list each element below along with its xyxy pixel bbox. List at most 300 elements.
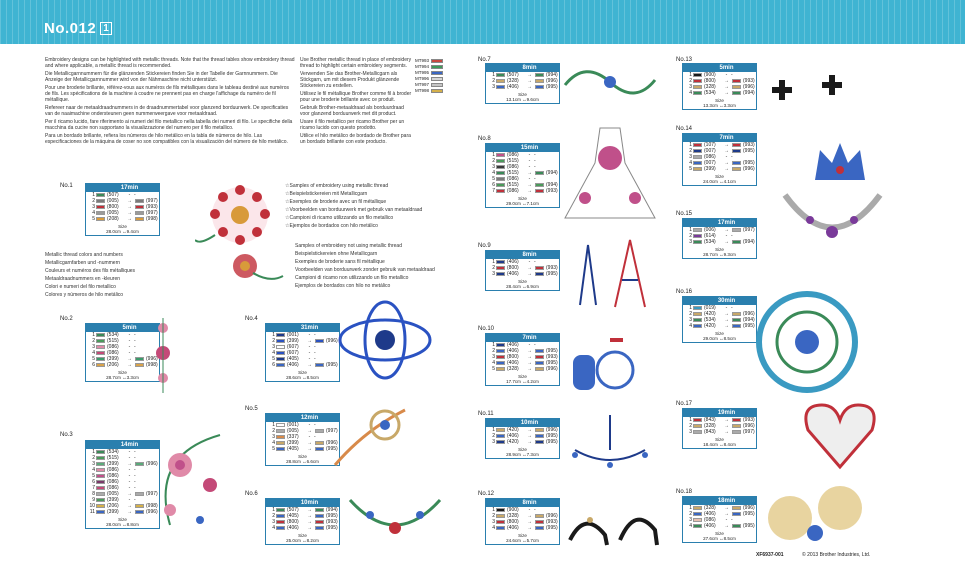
metallic-code: -	[134, 473, 136, 479]
thread-swatch	[496, 171, 505, 175]
metallic-code: (995)	[326, 446, 338, 452]
paragraph: ☆Campioni di ricamo utilizzando un filo metallico	[285, 215, 394, 221]
metallic-code: (996)	[546, 366, 558, 372]
flower-embroidery-no1-plain	[225, 248, 285, 288]
thread-swatch	[496, 260, 505, 264]
metallic-code: (995)	[546, 271, 558, 277]
arrow: →	[724, 227, 729, 233]
design-label: No.11	[478, 411, 494, 417]
mandala-no16	[750, 285, 865, 400]
paragraph: ☆Exemples de broderie avec un fil métallique	[285, 199, 387, 205]
size-block	[486, 374, 559, 384]
thread-code: (515)	[107, 455, 119, 461]
thread-code: (406)	[507, 342, 519, 348]
thread-index: 4	[689, 323, 692, 329]
thread-index: 2	[272, 428, 275, 434]
thread-index: 4	[689, 90, 692, 96]
metallic-code: (994)	[546, 182, 558, 188]
metallic-code: -	[314, 356, 316, 362]
thread-row	[486, 439, 559, 445]
stitch-time: 14min	[86, 441, 159, 449]
thread-code: (406)	[507, 360, 519, 366]
thread-index: 1	[92, 332, 95, 338]
arrow: -	[528, 152, 531, 158]
thread-swatch	[496, 508, 505, 512]
heart-garland-no6	[345, 490, 445, 545]
thread-table	[85, 183, 160, 236]
thread-index: 3	[689, 239, 692, 245]
thread-swatch	[496, 428, 505, 432]
thread-swatch	[276, 520, 285, 524]
metallic-code: (998)	[146, 216, 158, 222]
metallic-swatch	[135, 199, 144, 203]
thread-index: 3	[492, 271, 495, 277]
thread-code: (005)	[107, 198, 119, 204]
metallic-code: (995)	[546, 348, 558, 354]
thread-index: 2	[689, 148, 692, 154]
thread-swatch	[96, 339, 105, 343]
metallic-swatch	[535, 349, 544, 353]
arrow: →	[527, 188, 532, 194]
thread-swatch	[496, 526, 505, 530]
thread-code: (005)	[287, 428, 299, 434]
product-code: XF6937-001	[756, 552, 784, 558]
thread-swatch	[693, 73, 702, 77]
thread-swatch	[693, 143, 702, 147]
size-block	[486, 279, 559, 289]
arrow: →	[307, 428, 312, 434]
metallic-code: (993)	[326, 519, 338, 525]
arrow: →	[527, 439, 532, 445]
arrow: →	[724, 78, 729, 84]
thread-swatch	[276, 526, 285, 530]
arrow: →	[724, 90, 729, 96]
metallic-code: -	[731, 233, 733, 239]
metallic-swatch	[732, 228, 741, 232]
high-heels-no12	[565, 490, 660, 550]
thread-index: 2	[272, 513, 275, 519]
thread-index: 4	[92, 350, 95, 356]
thread-swatch	[693, 518, 702, 522]
maltese-crosses-no13	[762, 75, 852, 115]
arrow: -	[128, 332, 131, 338]
thread-index: 2	[492, 265, 495, 271]
metallic-code: (993)	[546, 265, 558, 271]
chandelier-no11	[560, 410, 660, 495]
thread-code: (399)	[287, 338, 299, 344]
size-label: Size	[518, 196, 527, 201]
metallic-code: (995)	[546, 433, 558, 439]
thread-code: (328)	[507, 366, 519, 372]
thread-swatch	[693, 167, 702, 171]
arrow: →	[127, 509, 132, 515]
metallic-swatch	[315, 429, 324, 433]
thread-swatch	[96, 456, 105, 460]
dress-design-no8	[555, 118, 665, 228]
design-label: No.13	[676, 57, 693, 63]
thread-swatch	[96, 498, 105, 502]
metallic-swatch	[535, 514, 544, 518]
thread-swatch	[276, 423, 285, 427]
thread-index: 1	[689, 72, 692, 78]
size-value: 29.0cm ↔7.1cm	[506, 201, 539, 206]
arrow: -	[308, 422, 311, 428]
thread-index: 4	[272, 440, 275, 446]
thread-index: 1	[92, 449, 95, 455]
thread-index: 5	[492, 176, 495, 182]
metallic-code: (995)	[326, 362, 338, 368]
thread-swatch	[96, 351, 105, 355]
arrow: -	[308, 344, 311, 350]
metallic-code: -	[534, 259, 536, 265]
thread-code: (086)	[507, 164, 519, 170]
paragraph: Utilisez le fil métallique Brother comme fil à broder pour une broderie brillante avec ce produit.	[300, 91, 412, 103]
metallic-code: -	[134, 485, 136, 491]
metallic-code: (997)	[743, 227, 755, 233]
thread-swatch	[96, 211, 105, 215]
thread-swatch	[496, 189, 505, 193]
thread-code: (800)	[507, 519, 519, 525]
thread-index: 5	[492, 366, 495, 372]
thread-code: (800)	[507, 265, 519, 271]
legend-nonmetallic-samples	[295, 243, 465, 291]
design-label: No.14	[676, 126, 693, 132]
thread-row	[683, 90, 756, 96]
metallic-code: (994)	[326, 507, 338, 513]
size-block	[266, 533, 339, 543]
metallic-swatch	[535, 428, 544, 432]
design-label: No.5	[245, 406, 258, 412]
thread-code: (406)	[507, 348, 519, 354]
arrow: →	[127, 362, 132, 368]
thread-swatch	[496, 73, 505, 77]
stitch-time: 5min	[86, 324, 159, 332]
arrow: -	[725, 233, 728, 239]
size-value: 28.9cm ↔7.3cm	[506, 452, 539, 457]
thread-code: (406)	[507, 259, 519, 265]
thread-index: 2	[492, 433, 495, 439]
arrow: -	[725, 154, 728, 160]
blue-flower-no4	[330, 298, 440, 383]
thread-swatch	[276, 429, 285, 433]
metallic-code: (996)	[146, 509, 158, 515]
thread-index: 1	[92, 192, 95, 198]
thread-swatch	[496, 367, 505, 371]
size-block	[486, 447, 559, 457]
size-block	[683, 174, 756, 184]
thread-table	[485, 143, 560, 208]
thread-code: (328)	[704, 84, 716, 90]
thread-swatch	[693, 234, 702, 238]
paragraph: Ejemplos de bordados con hilo no metálico	[295, 283, 391, 289]
size-label: Size	[518, 92, 527, 97]
thread-table	[682, 133, 757, 186]
paragraph: ☆Beispielstickereien mit Metallicgarn	[285, 191, 368, 197]
thread-code: (086)	[107, 473, 119, 479]
arrow: -	[128, 485, 131, 491]
metallic-code: (995)	[743, 523, 755, 529]
paragraph: Embroidery designs can be highlighted with metallic threads. Note that the thread tables show embroidery thread and where applicable, a metallic thread is recommended.	[45, 57, 295, 69]
thread-index: 6	[92, 479, 95, 485]
paragraph: Beispielstickereien ohne Metallicgarn	[295, 251, 378, 257]
thread-code: (399)	[287, 440, 299, 446]
thread-index: 2	[689, 511, 692, 517]
size-label: Size	[298, 370, 307, 375]
thread-code: (399)	[107, 509, 119, 515]
size-block	[683, 531, 756, 541]
rose-sprig-no5	[325, 400, 415, 470]
arrow: →	[307, 513, 312, 519]
metallic-code: -	[134, 467, 136, 473]
perfume-bottles-no10	[565, 330, 650, 405]
arrow: -	[725, 72, 728, 78]
arrow: →	[527, 348, 532, 354]
metallic-code: (998)	[146, 362, 158, 368]
size-value: 27.6cm ↔8.5cm	[703, 536, 736, 541]
metallic-swatch	[732, 240, 741, 244]
metallic-swatch	[535, 189, 544, 193]
thread-swatch	[496, 165, 505, 169]
thread-row	[486, 188, 559, 194]
design-label: No.10	[478, 326, 495, 332]
metallic-code: (997)	[146, 491, 158, 497]
thread-table	[682, 218, 757, 259]
stitch-time: 8min	[486, 64, 559, 72]
thread-index: 1	[689, 227, 692, 233]
thread-swatch	[276, 333, 285, 337]
metallic-swatch	[431, 59, 443, 63]
metallic-swatch	[732, 512, 741, 516]
thread-index: 10	[89, 503, 95, 509]
metallic-code: (994)	[743, 239, 755, 245]
size-value: 13.1cm ↔9.6cm	[506, 97, 539, 102]
thread-index: 1	[492, 72, 495, 78]
size-value: 28.6cm ↔8.5cm	[286, 375, 319, 380]
thread-index: 5	[272, 356, 275, 362]
size-value: 24.0cm ↔4.1cm	[703, 179, 736, 184]
paragraph: Gebruik Brother-metaaldraad als borduurdraad voor glanzend borduurwerk met dit product.	[300, 105, 404, 117]
design-label: No.3	[60, 432, 73, 438]
thread-code: (007)	[704, 160, 716, 166]
metallic-code: (996)	[743, 311, 755, 317]
thread-code: (086)	[107, 344, 119, 350]
metallic-swatch	[732, 149, 741, 153]
metallic-code: -	[534, 507, 536, 513]
thread-swatch	[496, 361, 505, 365]
thread-swatch	[496, 343, 505, 347]
thread-index: 5	[92, 473, 95, 479]
metallic-code: -	[314, 332, 316, 338]
thread-row	[86, 216, 159, 222]
paragraph: Die Metallicgarnnummern für die glänzenden Stickereien finden Sie in der Tabelle der Garnnummern. Die Anzeige der Metallicgarnnummer wird von der Nähmaschine nicht unterstützt.	[45, 71, 278, 83]
thread-table	[485, 250, 560, 291]
thread-swatch	[96, 474, 105, 478]
metallic-swatch	[732, 506, 741, 510]
thread-index: 3	[689, 517, 692, 523]
size-label: Size	[118, 370, 127, 375]
metallic-swatch	[535, 73, 544, 77]
thread-row	[683, 523, 756, 529]
thread-index: 3	[689, 429, 692, 435]
arrow: →	[724, 148, 729, 154]
thread-index: 6	[272, 362, 275, 368]
metallic-code: -	[134, 338, 136, 344]
thread-index: 3	[92, 344, 95, 350]
intro-text-col2	[300, 57, 412, 147]
thread-table	[485, 63, 560, 104]
thread-swatch	[693, 506, 702, 510]
metallic-code: (997)	[743, 429, 755, 435]
paragraph: Per il ricamo lucido, fare riferimento ai numeri del filo metallico nella tabella dei numeri di filo. Le specifiche della macchina da cucire non supportano la visualizzazione del numero per il filo metallico.	[45, 119, 293, 131]
metallic-code: MT993	[415, 58, 430, 63]
size-value: 28.4cm ↔6.9cm	[506, 284, 539, 289]
thread-table	[485, 498, 560, 545]
thread-code: (086)	[507, 188, 519, 194]
thread-index: 3	[492, 164, 495, 170]
thread-index: 4	[92, 467, 95, 473]
metallic-code: -	[534, 342, 536, 348]
thread-swatch	[496, 440, 505, 444]
flower-embroidery-no1	[195, 180, 290, 250]
thread-code: (534)	[107, 449, 119, 455]
paragraph: Campioni di ricamo non utilizzando un filo metallico	[295, 275, 409, 281]
metallic-swatch	[732, 79, 741, 83]
thread-code: (515)	[507, 182, 519, 188]
metallic-code: -	[731, 517, 733, 523]
arrow: -	[128, 455, 131, 461]
thread-code: (800)	[507, 354, 519, 360]
heart-lace-no17	[800, 395, 880, 475]
metallic-swatch	[315, 339, 324, 343]
metallic-swatch	[732, 312, 741, 316]
thread-table	[265, 323, 340, 382]
metallic-thread-list	[415, 58, 450, 94]
arrow: -	[128, 473, 131, 479]
thread-table	[682, 296, 757, 343]
thread-code: (607)	[287, 344, 299, 350]
metallic-code: -	[534, 152, 536, 158]
thread-swatch	[276, 345, 285, 349]
thread-code: (086)	[704, 154, 716, 160]
thread-swatch	[496, 177, 505, 181]
header-banner	[0, 0, 965, 44]
size-block	[683, 247, 756, 257]
thread-code: (328)	[704, 505, 716, 511]
thread-swatch	[96, 333, 105, 337]
metallic-code: -	[314, 434, 316, 440]
arrow: →	[527, 427, 532, 433]
intro-text-col1	[45, 57, 295, 147]
arrow: -	[128, 449, 131, 455]
paragraph: Couleurs et numéros des fils métalliques	[45, 268, 136, 274]
page-number-badge: 1	[100, 22, 112, 35]
metallic-code: MT996	[415, 76, 430, 81]
thread-row	[683, 166, 756, 172]
thread-code: (006)	[704, 227, 716, 233]
metallic-code: -	[134, 192, 136, 198]
thread-swatch	[496, 272, 505, 276]
thread-code: (515)	[507, 170, 519, 176]
thread-code: (420)	[704, 323, 716, 329]
thread-index: 3	[689, 154, 692, 160]
floral-wreath-no3	[140, 425, 235, 540]
thread-swatch	[276, 441, 285, 445]
thread-index: 3	[689, 317, 692, 323]
thread-code: (086)	[507, 152, 519, 158]
size-value: 18.4cm ↔8.4cm	[703, 442, 736, 447]
thread-index: 4	[92, 210, 95, 216]
arrow: →	[127, 503, 132, 509]
metallic-code: (994)	[546, 170, 558, 176]
size-value: 28.8cm ↔6.6cm	[286, 459, 319, 464]
stitch-time: 8min	[486, 499, 559, 507]
metallic-swatch	[732, 418, 741, 422]
thread-index: 3	[272, 344, 275, 350]
thread-index: 6	[92, 362, 95, 368]
metallic-code: (994)	[743, 317, 755, 323]
arrow: →	[527, 354, 532, 360]
arrow: →	[527, 433, 532, 439]
arrow: →	[527, 170, 532, 176]
arrow: -	[128, 338, 131, 344]
thread-swatch	[496, 355, 505, 359]
size-label: Size	[518, 533, 527, 538]
arrow: →	[127, 210, 132, 216]
arrow: -	[725, 517, 728, 523]
paragraph: ☆Samples of embroidery using metallic thread	[285, 183, 389, 189]
metallic-swatch	[535, 183, 544, 187]
thread-index: 1	[272, 332, 275, 338]
thread-code: (086)	[704, 517, 716, 523]
paragraph: Verwenden Sie das Brother-Metallicgarn als Stickgarn, um mit diesem Produkt glänzende Stickereien zu erstellen.	[300, 71, 400, 89]
metallic-swatch	[732, 324, 741, 328]
thread-table	[265, 498, 340, 545]
arrow: →	[724, 160, 729, 166]
metallic-code: (997)	[146, 198, 158, 204]
thread-code: (534)	[704, 90, 716, 96]
thread-swatch	[496, 153, 505, 157]
thread-code: (420)	[507, 439, 519, 445]
paragraph: Metallicgarnfarben und -nummern	[45, 260, 121, 266]
paragraph: Exemples de broderie sans fil métallique	[295, 259, 385, 265]
stitch-time: 31min	[266, 324, 339, 332]
thread-index: 3	[689, 84, 692, 90]
metallic-swatch	[431, 71, 443, 75]
arrow: -	[128, 192, 131, 198]
arrow: →	[307, 507, 312, 513]
stitch-time: 10min	[486, 419, 559, 427]
stitch-time: 18min	[683, 497, 756, 505]
thread-swatch	[693, 524, 702, 528]
arrow: →	[724, 505, 729, 511]
thread-code: (515)	[107, 338, 119, 344]
metallic-code: (995)	[326, 513, 338, 519]
metallic-code: (995)	[743, 160, 755, 166]
thread-index: 2	[492, 513, 495, 519]
metallic-swatch	[732, 143, 741, 147]
thread-code: (328)	[704, 423, 716, 429]
arrow: →	[527, 271, 532, 277]
metallic-swatch	[535, 171, 544, 175]
thread-index: 7	[92, 485, 95, 491]
thread-swatch	[276, 514, 285, 518]
size-label: Size	[715, 98, 724, 103]
design-label: No.6	[245, 491, 258, 497]
size-label: Size	[715, 174, 724, 179]
thread-index: 6	[492, 182, 495, 188]
thread-swatch	[96, 345, 105, 349]
metallic-swatch	[431, 89, 443, 93]
